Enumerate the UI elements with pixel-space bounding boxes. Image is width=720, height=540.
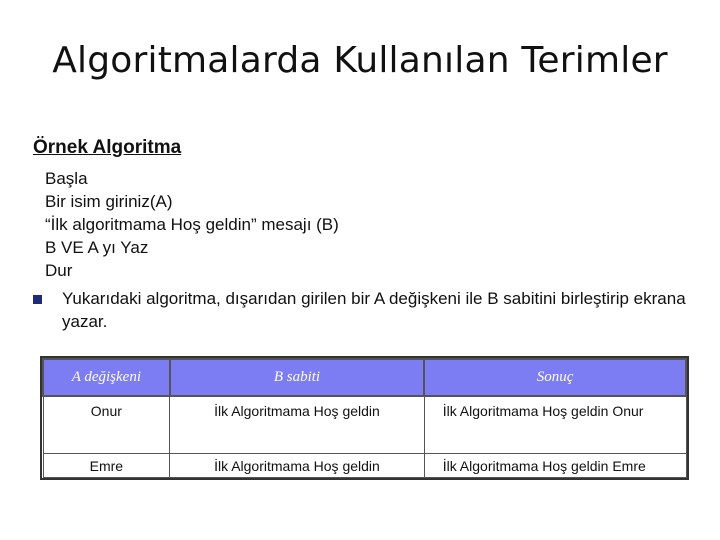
header-b-sabiti: B sabiti	[170, 359, 424, 396]
table-row	[43, 454, 686, 478]
algorithm-step: Bir isim giriniz(A)	[45, 192, 173, 211]
example-heading: Örnek Algoritma	[33, 137, 182, 158]
table-cell: Onur	[43, 396, 170, 454]
header-sonuc: Sonuç	[424, 359, 686, 396]
algorithm-step: Başla	[45, 169, 88, 188]
table-cell: İlk Algoritmama Hoş geldin	[170, 454, 424, 478]
slide-title: Algoritmalarda Kullanılan Terimler	[52, 40, 668, 81]
table-header-row	[43, 359, 686, 396]
table-cell: İlk Algoritmama Hoş geldin Emre	[424, 454, 686, 478]
table-cell: İlk Algoritmama Hoş geldin Onur	[424, 396, 686, 454]
algorithm-step: Dur	[45, 261, 73, 280]
algorithm-step: B VE A yı Yaz	[45, 238, 149, 257]
header-a-degiskeni: A değişkeni	[43, 359, 170, 396]
table-row	[43, 396, 686, 454]
result-table	[42, 358, 687, 478]
square-bullet-icon	[33, 295, 42, 304]
table-cell: Emre	[43, 454, 170, 478]
algorithm-step: “İlk algoritmama Hoş geldin” mesajı (B)	[45, 215, 339, 234]
algorithm-steps	[45, 167, 339, 282]
table-cell: İlk Algoritmama Hoş geldin	[170, 396, 424, 454]
description-text: Yukarıdaki algoritma, dışarıdan girilen bir A değişkeni ile B sabitini birleştirip ekrana yazar.	[62, 289, 686, 331]
